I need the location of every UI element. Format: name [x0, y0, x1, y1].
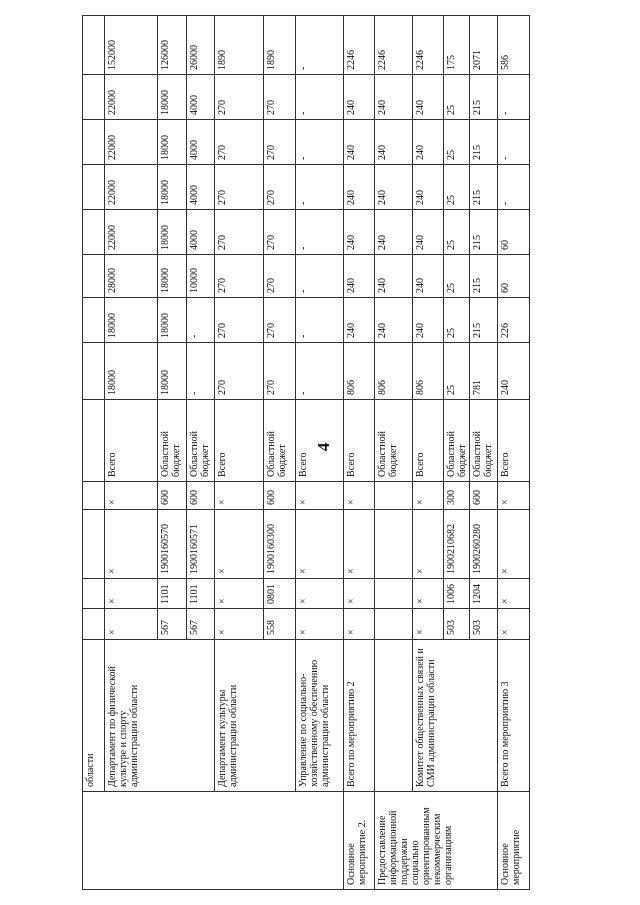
code-csr [82, 510, 104, 579]
code-vr: 600 [472, 490, 483, 505]
budget-value: 270 [266, 380, 277, 395]
code-csr: 1900160300 [266, 524, 277, 574]
budget-value: - [298, 156, 309, 160]
budget-value: 1890 [217, 50, 228, 70]
budget-value: - [298, 201, 309, 205]
code-rzpr: × [298, 598, 309, 604]
responsible-executor [186, 640, 214, 792]
budget-value: - [298, 289, 309, 293]
budget-value: 240 [346, 278, 357, 293]
code-rzpr [82, 579, 104, 609]
code-csr: × [415, 568, 426, 574]
budget-value [82, 75, 104, 120]
budget-value [82, 255, 104, 298]
code-csr: 1900160570 [160, 524, 171, 574]
budget-value: 25 [446, 283, 457, 293]
budget-value: 18000 [107, 313, 118, 338]
code-rzpr: 1101 [160, 584, 171, 604]
code-grbs: 567 [160, 620, 171, 635]
funding-source: Всего [346, 452, 357, 477]
budget-value [82, 120, 104, 165]
budget-value: 2071 [472, 50, 483, 70]
code-grbs: × [298, 629, 309, 635]
code-csr: × [500, 568, 511, 574]
budget-value: - [189, 391, 200, 395]
code-vr: 300 [446, 490, 457, 505]
responsible-executor: Комитет общественных связей и СМИ администрации области [415, 648, 437, 787]
page-number: 4 [314, 442, 333, 452]
budget-value: 18000 [160, 313, 171, 338]
budget-value: 18000 [160, 225, 171, 250]
code-vr: × [298, 499, 309, 505]
budget-value: 806 [415, 380, 426, 395]
code-rzpr: 1006 [446, 584, 457, 604]
budget-value: 270 [266, 190, 277, 205]
budget-value: 25 [446, 328, 457, 338]
code-vr [374, 482, 412, 510]
budget-value: - [189, 334, 200, 338]
code-csr: 1900160571 [189, 524, 200, 574]
budget-value: 240 [346, 323, 357, 338]
funding-source: Всего [217, 452, 228, 477]
budget-value: 270 [217, 145, 228, 160]
responsible-executor [157, 640, 186, 792]
code-grbs: 503 [446, 620, 457, 635]
budget-value: 215 [472, 278, 483, 293]
budget-value: 18000 [107, 370, 118, 395]
code-rzpr: 1101 [189, 584, 200, 604]
budget-value: 240 [377, 235, 388, 250]
code-vr: 600 [266, 490, 277, 505]
code-grbs: × [415, 629, 426, 635]
code-grbs: × [217, 629, 228, 635]
responsible-executor: Департамент культуры администрации области [217, 684, 239, 787]
budget-value: 4000 [189, 230, 200, 250]
budget-value: 226 [500, 323, 511, 338]
budget-value: 270 [217, 323, 228, 338]
budget-value: 270 [217, 100, 228, 115]
code-vr: × [500, 499, 511, 505]
responsible-executor [263, 640, 295, 792]
budget-value: 240 [415, 323, 426, 338]
budget-value: 26000 [189, 45, 200, 70]
budget-value: 240 [346, 145, 357, 160]
budget-value: 215 [472, 145, 483, 160]
code-vr: 600 [160, 490, 171, 505]
responsible-executor: области [85, 753, 96, 787]
code-csr: × [298, 568, 309, 574]
code-vr: 600 [189, 490, 200, 505]
budget-value: 240 [415, 235, 426, 250]
funding-source: Областной бюджет [266, 430, 288, 477]
budget-value: 240 [346, 235, 357, 250]
funding-source: Областной бюджет [472, 430, 494, 477]
code-grbs: 558 [266, 620, 277, 635]
budget-value: 270 [217, 380, 228, 395]
funding-source: Всего [415, 452, 426, 477]
budget-value: 586 [500, 55, 511, 70]
budget-value: 806 [377, 380, 388, 395]
budget-value: 240 [377, 145, 388, 160]
budget-value: 215 [472, 323, 483, 338]
budget-value: 10000 [189, 268, 200, 293]
budget-value [82, 15, 104, 75]
budget-value: 270 [266, 100, 277, 115]
budget-value: 18000 [160, 135, 171, 160]
code-csr: × [107, 568, 118, 574]
responsible-executor: Всего по мероприятию 3 [500, 681, 511, 787]
budget-value: 270 [217, 235, 228, 250]
code-rzpr: × [346, 598, 357, 604]
budget-value: 240 [415, 145, 426, 160]
budget-value: 240 [377, 100, 388, 115]
budget-value: 2246 [377, 50, 388, 70]
measure-name: Основное мероприятие [500, 829, 522, 885]
budget-value [82, 210, 104, 255]
budget-value: 215 [472, 100, 483, 115]
budget-value: - [298, 111, 309, 115]
budget-value: 18000 [160, 90, 171, 115]
code-csr: 1900260280 [472, 524, 483, 574]
budget-value: 270 [266, 278, 277, 293]
funding-source [82, 400, 104, 482]
budget-value: 22000 [107, 135, 118, 160]
budget-value: - [298, 66, 309, 70]
budget-value: 60 [500, 240, 511, 250]
budget-value: 270 [266, 145, 277, 160]
budget-table-rotated [82, 15, 530, 890]
code-grbs [374, 609, 412, 640]
code-vr: × [346, 499, 357, 505]
code-vr: × [217, 499, 228, 505]
code-rzpr: × [500, 598, 511, 604]
budget-value: 240 [346, 100, 357, 115]
budget-value: 240 [377, 323, 388, 338]
code-vr: × [107, 499, 118, 505]
budget-value: 270 [266, 323, 277, 338]
budget-value: 240 [415, 100, 426, 115]
code-grbs: × [107, 629, 118, 635]
responsible-executor [374, 640, 412, 792]
budget-value: 270 [266, 235, 277, 250]
code-grbs: 503 [472, 620, 483, 635]
budget-value: 22000 [107, 180, 118, 205]
budget-value: 270 [217, 278, 228, 293]
budget-value [82, 165, 104, 210]
code-csr: 1900210682 [446, 524, 457, 574]
budget-value: 215 [472, 190, 483, 205]
code-grbs: × [346, 629, 357, 635]
budget-value: 781 [472, 380, 483, 395]
funding-source: Всего [107, 452, 118, 477]
funding-source: Областной бюджет [189, 430, 211, 477]
budget-value: 22000 [107, 225, 118, 250]
code-vr: × [415, 499, 426, 505]
budget-value: 4000 [189, 95, 200, 115]
budget-value: 2246 [415, 50, 426, 70]
budget-value: 240 [377, 278, 388, 293]
funding-source: Всего [298, 452, 309, 477]
code-rzpr: × [107, 598, 118, 604]
budget-value: 18000 [160, 268, 171, 293]
budget-value [82, 298, 104, 343]
code-rzpr: × [415, 598, 426, 604]
code-rzpr [374, 579, 412, 609]
budget-value: 25 [446, 240, 457, 250]
budget-value: 28000 [107, 268, 118, 293]
budget-value: 18000 [160, 370, 171, 395]
budget-value: 2246 [346, 50, 357, 70]
responsible-executor: Управление по социально-хозяйственному обеспечению администрации области [298, 659, 331, 787]
budget-table [82, 15, 530, 890]
responsible-executor [469, 640, 497, 792]
budget-value: 152000 [107, 40, 118, 70]
budget-value: - [500, 201, 511, 205]
funding-source: Областной бюджет [160, 430, 182, 477]
budget-value: - [298, 391, 309, 395]
budget-value: 1890 [266, 50, 277, 70]
budget-value: 175 [446, 55, 457, 70]
budget-value: - [298, 334, 309, 338]
funding-source: Всего [500, 452, 511, 477]
code-csr: × [217, 568, 228, 574]
code-grbs [82, 609, 104, 640]
responsible-executor: Департамент по физической культуре и спорту администрации области [107, 666, 140, 787]
budget-value: 60 [500, 283, 511, 293]
code-grbs: × [500, 629, 511, 635]
budget-value: - [298, 246, 309, 250]
funding-source: Областной бюджет [446, 430, 468, 477]
budget-value: 240 [346, 190, 357, 205]
code-grbs: 567 [189, 620, 200, 635]
budget-value: 4000 [189, 140, 200, 160]
budget-value: 126000 [160, 40, 171, 70]
code-rzpr: 1204 [472, 584, 483, 604]
budget-value: 240 [377, 190, 388, 205]
budget-value: 18000 [160, 180, 171, 205]
budget-value: 240 [415, 190, 426, 205]
responsible-executor [443, 640, 469, 792]
responsible-executor: Всего по мероприятию 2 [346, 681, 357, 787]
budget-value: 215 [472, 235, 483, 250]
budget-value: 240 [415, 278, 426, 293]
budget-value: - [500, 111, 511, 115]
code-rzpr: 0801 [266, 584, 277, 604]
budget-value: 25 [446, 195, 457, 205]
budget-value: - [500, 156, 511, 160]
measure-name: Предоставление информационной поддержки социально ориентированным некоммерческим организациям [377, 807, 454, 885]
budget-value: 25 [446, 150, 457, 160]
funding-source: Областной бюджет [377, 430, 399, 477]
budget-value [82, 343, 104, 400]
code-csr: × [346, 568, 357, 574]
budget-value: 22000 [107, 90, 118, 115]
code-rzpr: × [217, 598, 228, 604]
budget-value: 270 [217, 190, 228, 205]
budget-value: 4000 [189, 185, 200, 205]
measure-name: Основное мероприятие 2. [346, 819, 368, 885]
code-vr [82, 482, 104, 510]
code-csr [374, 510, 412, 579]
budget-value: 806 [346, 380, 357, 395]
budget-value: 25 [446, 385, 457, 395]
budget-value: 25 [446, 105, 457, 115]
budget-value: 240 [500, 380, 511, 395]
